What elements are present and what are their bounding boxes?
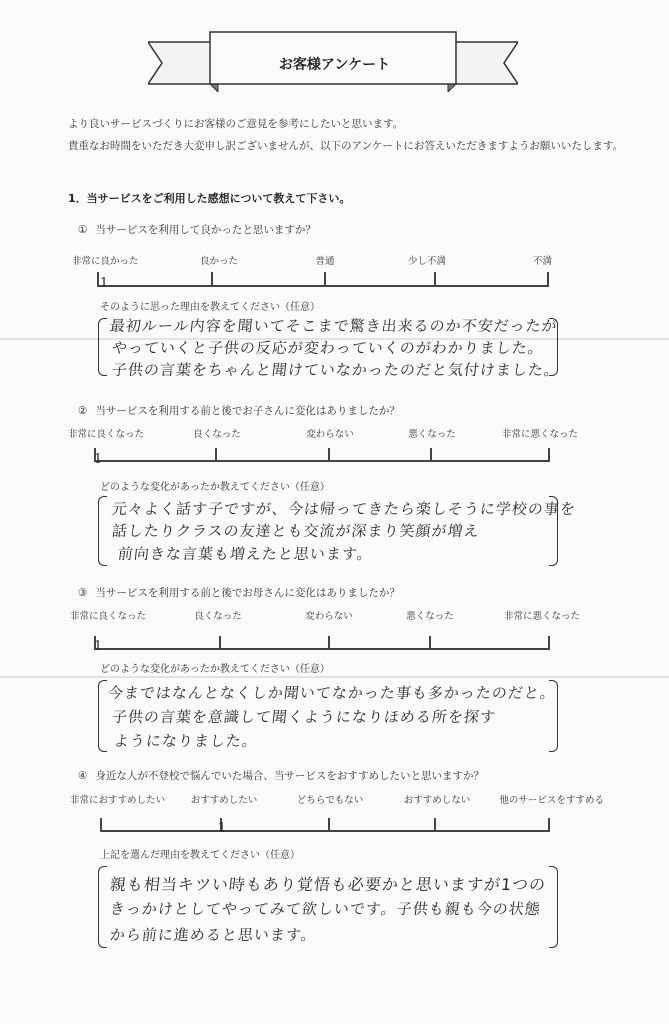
paper-fold-line	[0, 676, 669, 678]
question-1	[78, 222, 316, 237]
scale-label: 変わらない	[306, 429, 354, 440]
question-number: ③	[78, 587, 88, 599]
handwritten-answer	[98, 866, 558, 948]
scale-tick	[215, 448, 217, 462]
bracket-left	[98, 318, 107, 376]
handwriting-line: 親も相当キツい時もあり覚悟も必要かと思いますが1つの	[108, 875, 548, 894]
question-number: ②	[78, 405, 88, 417]
bracket-left	[98, 866, 107, 948]
question-text: 当サービスを利用して良かったと思いますか？	[95, 224, 316, 236]
rating-scale-line	[94, 648, 550, 650]
answer-mark: 1	[93, 639, 103, 654]
scale-tick	[100, 818, 102, 832]
scale-label: 悪くなった	[406, 611, 454, 622]
reason-label: どのような変化があったか教えてください（任意）	[100, 664, 330, 675]
rating-scale-line	[94, 460, 550, 462]
handwritten-answer	[98, 496, 577, 566]
scale-label: 不満	[532, 256, 552, 267]
answer-mark: 1	[99, 276, 109, 291]
handwriting-line: 子供の言葉をちゃんと聞けていなかったのだと気付けました。	[111, 361, 561, 379]
question-text: 当サービスを利用する前と後でお子さんに変化はありましたか？	[95, 405, 400, 417]
handwriting-line: 元々よく話す子ですが、今は帰ってきたら楽しそうに学校の事を	[111, 500, 577, 518]
scale-label: おすすめしない	[403, 795, 471, 806]
scale-tick	[548, 448, 550, 462]
scale-tick	[219, 636, 221, 650]
handwritten-answer	[98, 680, 558, 752]
scale-label: 良くなった	[193, 429, 241, 440]
answer-mark: 1	[217, 821, 227, 836]
handwriting-line: 今まではなんとなくしか聞いてなかった事も多かったのだと。	[107, 684, 557, 702]
question-number: ④	[78, 770, 88, 782]
scale-label: 非常に悪くなった	[503, 611, 580, 622]
bracket-left	[98, 496, 107, 566]
scale-label: 非常に良かった	[72, 256, 139, 267]
question-text: 当サービスを利用する前と後でお母さんに変化はありましたか？	[95, 587, 400, 599]
question-3	[78, 585, 400, 600]
handwriting-line: 最初ルール内容を聞いてそこまで驚き出来るのか不安だったが	[109, 317, 559, 335]
scale-label: 良くなった	[194, 611, 242, 622]
handwriting-line: 話したりクラスの友達とも交流が深まり笑顔が増え	[111, 522, 481, 540]
question-2	[78, 403, 400, 418]
handwriting-line: 前向きな言葉も増えたと思います。	[117, 545, 374, 563]
scale-label: おすすめしたい	[190, 795, 258, 806]
scale-label: 良かった	[199, 256, 239, 267]
page-title: お客様アンケート	[278, 57, 391, 73]
scale-tick	[548, 818, 550, 832]
scale-tick	[328, 818, 330, 832]
handwriting-line: やっていくと子供の反応が変わっていくのがわかりました。	[111, 339, 545, 357]
rating-scale-line	[97, 285, 549, 287]
scale-tick	[328, 448, 330, 462]
handwriting-line: 子供の言葉を意識して聞くようになりほめる所を探す	[111, 708, 497, 726]
scale-tick	[547, 272, 549, 286]
question-text: 身近な人が不登校で悩んでいた場合、当サービスをおすすめしたいと思いますか？	[95, 770, 485, 782]
bracket-right	[549, 866, 558, 948]
question-4	[78, 768, 484, 783]
reason-label: 上記を選んだ理由を教えてください（任意）	[100, 850, 300, 861]
scale-label: 非常におすすめしたい	[70, 795, 166, 806]
bracket-left	[98, 680, 107, 752]
handwritten-answer	[98, 317, 561, 379]
scale-tick	[434, 818, 436, 832]
scale-tick	[211, 272, 213, 286]
intro-line-2: 貴重なお時間をいただき大変申し訳ございませんが、以下のアンケートにお答えいただきますようお願いいたします。	[68, 140, 624, 152]
scale-tick	[430, 448, 432, 462]
scale-tick	[328, 636, 330, 650]
handwriting-line: から前に進めると思います。	[109, 926, 318, 944]
scale-label: どちらでもない	[296, 795, 364, 806]
scale-label: 他のサービスをすすめる	[499, 795, 604, 806]
reason-label: どのような変化があったか教えてください（任意）	[100, 482, 330, 493]
handwriting-line: きっかけとしてやってみて欲しいです。子供も親も今の状態	[109, 900, 542, 918]
intro-line-1: より良いサービスづくりにお客様のご意見を参考にしたいと思います。	[68, 118, 404, 130]
scale-tick	[434, 272, 436, 286]
scale-label: 変わらない	[305, 611, 353, 622]
scale-tick	[324, 272, 326, 286]
scale-label: 少し不満	[407, 256, 447, 267]
scale-label: 非常に良くなった	[68, 429, 145, 440]
handwriting-line: ようになりました。	[113, 732, 259, 750]
scale-tick	[97, 272, 99, 286]
reason-label: そのように思った理由を教えてください（任意）	[100, 302, 320, 313]
scale-tick	[429, 636, 431, 650]
question-number: ①	[78, 224, 88, 236]
answer-mark: 1	[93, 452, 103, 467]
scale-label: 非常に良くなった	[70, 611, 147, 622]
scale-tick	[548, 636, 550, 650]
section-heading: 1．当サービスをご利用した感想について教えて下さい。	[68, 192, 351, 205]
scale-label: 悪くなった	[408, 429, 456, 440]
scale-label: 非常に悪くなった	[501, 429, 578, 440]
scale-label: 普通	[315, 256, 335, 267]
rating-scale-line	[100, 830, 550, 832]
